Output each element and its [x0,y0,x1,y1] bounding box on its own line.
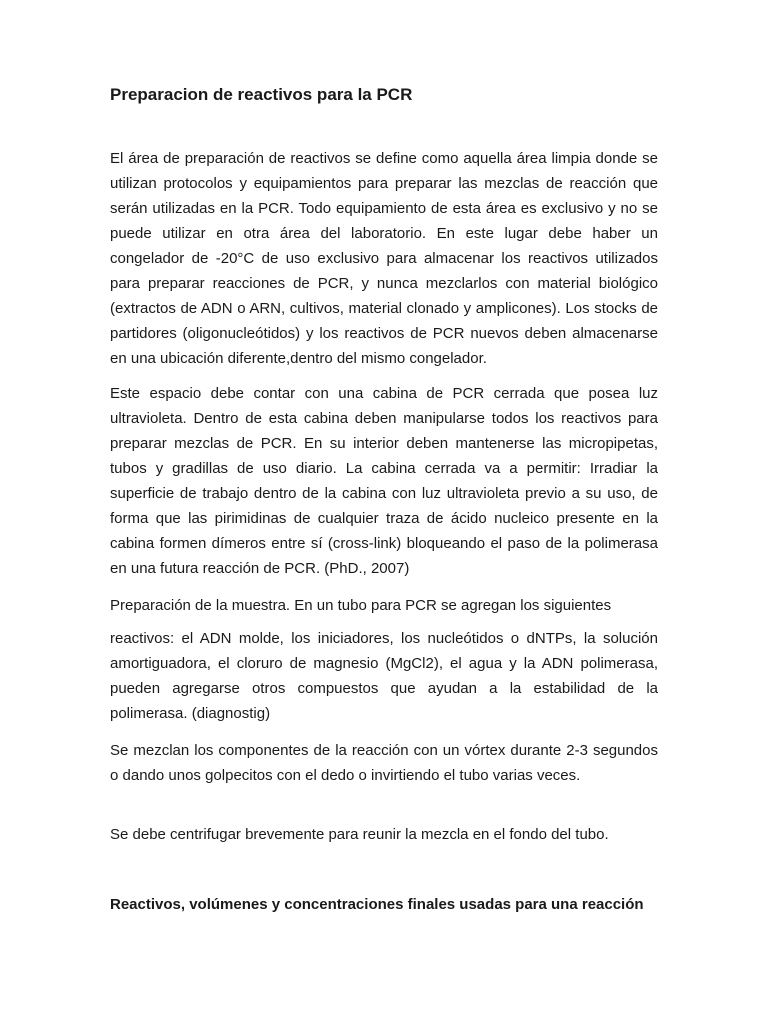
paragraph-centrifuge: Se debe centrifugar brevemente para reunir la mezcla en el fondo del tubo. [110,826,609,843]
paragraph-sample-prep-intro: Preparación de la muestra. En un tubo para PCR se agregan los siguientes [110,597,612,614]
paragraph-reagents-list: reactivos: el ADN molde, los iniciadores, los nucleótidos o dNTPs, la solución amortiguadora, el cloruro de magnesio (MgCl2), el agua y la ADN polimerasa, pueden agregarse otros compuestos que ayudan a la estabilidad de la polimerasa. (diagnostig) [110,630,658,722]
section-heading-reagents: Reactivos, volúmenes y concentraciones finales usadas para una reacción [110,896,644,913]
paragraph-pcr-cabinet: Este espacio debe contar con una cabina de PCR cerrada que posea luz ultravioleta. Dentro de esta cabina deben manipularse todos los reactivos para preparar mezclas de PCR. En su interior deben mantenerse las micropipetas, tubos y gradillas de uso diario. La cabina cerrada va a permitir: Irradiar la superficie de trabajo dentro de la cabina con luz ultravioleta previo a su uso, de forma que las pirimidinas de cualquier traza de ácido nucleico presente en la cabina formen dímeros entre sí (cross-link) bloqueando el paso de la polimerasa en una futura reacción de PCR. (PhD., 2007) [110,385,658,577]
document-title: Preparacion de reactivos para la PCR [110,85,413,104]
paragraph-mixing: Se mezclan los componentes de la reacción con un vórtex durante 2-3 segundos o dando unos golpecitos con el dedo o invirtiendo el tubo varias veces. [110,742,658,784]
paragraph-reagent-area: El área de preparación de reactivos se define como aquella área limpia donde se utilizan protocolos y equipamientos para preparar las mezclas de reacción que serán utilizadas en la PCR. Todo equipamiento de esta área es exclusivo y no se puede utilizar en otra área del laboratorio. En este lugar debe haber un congelador de -20°C de uso exclusivo para almacenar los reactivos utilizados para preparar reacciones de PCR, y nunca mezclarlos con material biológico (extractos de ADN o ARN, cultivos, material clonado y amplicones). Los stocks de partidores (oligonucleótidos) y los reactivos de PCR nuevos deben almacenarse en una ubicación diferente,dentro del mismo congelador. [110,150,658,367]
